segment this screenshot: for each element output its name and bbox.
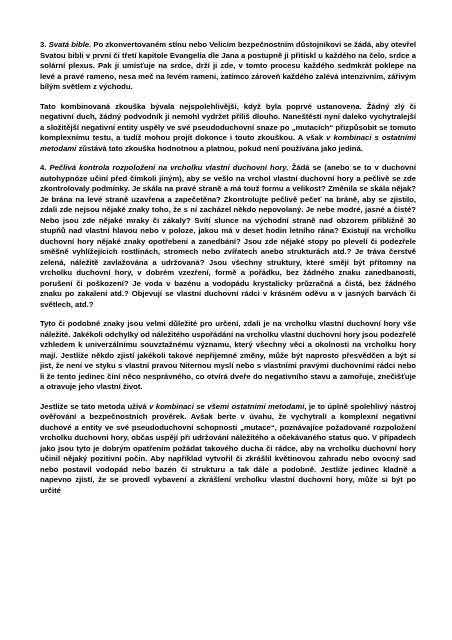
paragraph bbox=[40, 402, 416, 497]
text-run: Jestliže se tato metoda užívá bbox=[40, 401, 150, 411]
text-run: Tato kombinovaná zkouška bývala nejspolehlivější, když byla poprvé ustanovena. Žádný zlý či negativní duch, žádný podvodník ji nemohl vydržet příliš dlouho. Naneštěstí nyní daleko vychytralejší a složitější negativní entity uspěly ve své pseudoduchovní snaze po „mutacích“ přizpůsobit se tomuto komplexnímu testu, a tudíž mohou projít dokonce i touto zkouškou. A však bbox=[40, 101, 416, 142]
text-run: Po zkonvertovaném stínu nebo Velicím bezpečnostním důstojníkovi se žádá, aby otevřel Svatou bibli v první či třetí kapitole Evangelia dle Jana a postupně ji přitiskl u každého na čelo, srdce a solární plexus. Pak ji umísťuje na srdce, drží ji zde, v tomto procesu každého sedmkrát poklepe na levé a pravé rameno, nesa meč na levém rameni, zatímco zároveň každého zalévá intenzivním, zářivým bílým světlem z východu. bbox=[40, 40, 416, 91]
paragraph bbox=[40, 319, 416, 393]
text-run: 4. bbox=[40, 163, 50, 172]
text-run: 3. bbox=[40, 40, 49, 49]
italic-run: v kombinaci s ostatními metodami bbox=[40, 133, 416, 153]
document-body bbox=[40, 40, 416, 496]
text-run: Tyto či podobné znaky jsou velmi důležité pro určení, zdali je na vrcholku vlastní duchovní hory vše náležité. Jakékoli odchylky od náležitého uspořádání na vrcholku vlastní duchovní hory jsou podezřelé vzhledem k univerzálnímu souvztažnému významu, který všechny věci a okolnosti na vrcholku hory mají. Jestliže někdo zjistí jakékoli takové nepřijemné změny, může být naprosto přesvědčen a být si jist, že není ve styku s vlastní pravou Niternou myslí nebo s vlastními pravými duchovními rádci nebo li že tento jedinec činí něco nesprávného, co otvírá dveře do negativního stavu a zamořuje, znečišťuje a otravuje jeho vlastní život. bbox=[40, 319, 416, 391]
italic-run: v kombinaci se všemi ostatními metodami bbox=[149, 401, 305, 411]
paragraph bbox=[40, 163, 416, 310]
text-run: , je to úplně spolehlivý nástroj ověřování a bezpečnostních prověrek. Avšak berte v úvahu, že vychytralí a komplexní negativní duchové a entity ve své pseudoduchovní schopnosti „mutace“, poznávajíce požadované rozpoložení vrcholku duchovní hory, občas uspějí při udržování náležitého a očekávaného status quo. V případech jako jsou tyto je dobrým opatřením požádat takového ducha či rádce, aby na vrcholku duchovní hory učinil nějaký pozitivní počin. Aby například vytvořil či zkrášlil květinovou zahradu nebo ovocný sad nebo postavil vodopád nebo bazén či strukturu a tak dále a podobně. Jestliže jedinec kladně a napevno zjistí, že se provedl vybavení a zkrášlení vrcholku vlastní duchovní hory, může si být po určité bbox=[40, 401, 416, 495]
italic-run: Pečlivá kontrola rozpoložení na vrcholku vlastní duchovní hory. bbox=[49, 163, 289, 172]
text-run: zůstává tato zkouška hodnotnou a platnou, pokud není používána jako jediná. bbox=[76, 143, 363, 153]
paragraph bbox=[40, 40, 416, 93]
paragraph bbox=[40, 102, 416, 155]
italic-run: Svatá bible. bbox=[48, 40, 92, 49]
text-run: Žádá se (anebo se to v duchovní autohypnóze učiní před čímkoli jiným), aby se vešlo na vrchol vlastní duchovní hory a pečlivě se zde zkontrolovaly podmínky. Je skála na pravé straně a má touž formu a velikost? Změnila se skála nějak? Je brána na levé straně uzavřena a zapečetěna? Zkontrolujte pečlivě pečeť na bráně, aby se zjistilo, zdali zde nejsou nějaké znaky toho, že s ní zacházel někdo nepovolaný. Je nebe modré, jasné a čisté? Nebo jsou zde nějaké mraky či zákaly? Svítí slunce na východní straně nad obzorem přibližně 30 stupňů nad vlastní hlavou nebo v poloze, jakou má v deset hodin letního rána? Existují na vrcholku duchovní hory nějaké znaky opotřebení a zanedbání? Jsou zde nějaké stopy po plevelí či podezřele směšně vyhlížejících rostlinách, stromech nebo zvířatech anebo strukturách atd.? Je tráva čerstvě zelená, náležitě zavlažována a udržovaná? Jsou všechny struktury, které smějí být přítomny na vrcholku duchovní hory, v dobrém vzezření, formě a pořádku, bez žádného znaku zanedbanosti, porušení či poškození? Je voda v bazénu a vodopádu krystalicky průzračná a čistá, bez žádného znaku po zakalení atd.? Objevují se vlastní duchovní rádci v krásném oděvu a v jasných barvách či světlech, atd.? bbox=[40, 163, 416, 309]
